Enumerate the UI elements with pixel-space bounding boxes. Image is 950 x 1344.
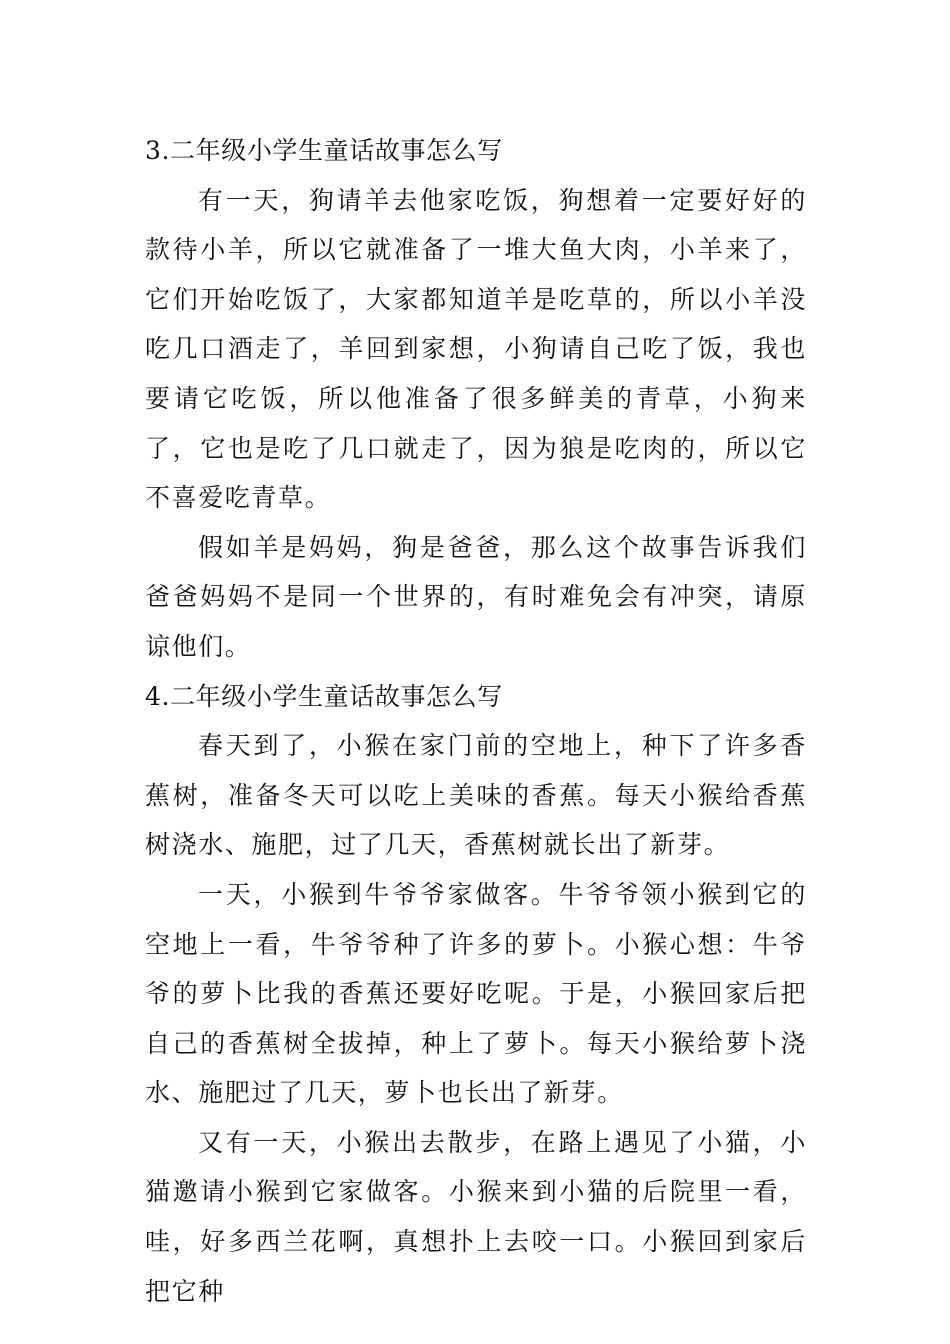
paragraph: 有一天，狗请羊去他家吃饭，狗想着一定要好好的款待小羊，所以它就准备了一堆大鱼大肉，小羊来了，它们开始吃饭了，大家都知道羊是吃草的，所以小羊没吃几口酒走了，羊回到家想，小狗请自己吃了饭，我也要请它吃饭，所以他准备了很多鲜美的青草，小狗来了，它也是吃了几口就走了，因为狼是吃肉的，所以它不喜爱吃青草。 (145, 185, 807, 513)
document-body (145, 126, 807, 1316)
section-heading-4: 4.二年级小学生童话故事怎么写 (145, 681, 503, 711)
paragraph: 春天到了，小猴在家门前的空地上，种下了许多香蕉树，准备冬天可以吃上美味的香蕉。每天小猴给香蕉树浇水、施肥，过了几天，香蕉树就长出了新芽。 (145, 731, 807, 860)
section-heading-3: 3.二年级小学生童话故事怎么写 (145, 136, 503, 165)
paragraph: 一天，小猴到牛爷爷家做客。牛爷爷领小猴到它的空地上一看，牛爷爷种了许多的萝卜。小猴心想：牛爷爷的萝卜比我的香蕉还要好吃呢。于是，小猴回家后把自己的香蕉树全拔掉，种上了萝卜。每天小猴给萝卜浇水、施肥过了几天，萝卜也长出了新芽。 (145, 879, 807, 1108)
paragraph: 又有一天，小猴出去散步，在路上遇见了小猫，小猫邀请小猴到它家做客。小猴来到小猫的后院里一看，哇，好多西兰花啊，真想扑上去咬一口。小猴回到家后把它种 (145, 1127, 807, 1306)
paragraph: 假如羊是妈妈，狗是爸爸，那么这个故事告诉我们爸爸妈妈不是同一个世界的，有时难免会有冲突，请原谅他们。 (145, 532, 807, 661)
